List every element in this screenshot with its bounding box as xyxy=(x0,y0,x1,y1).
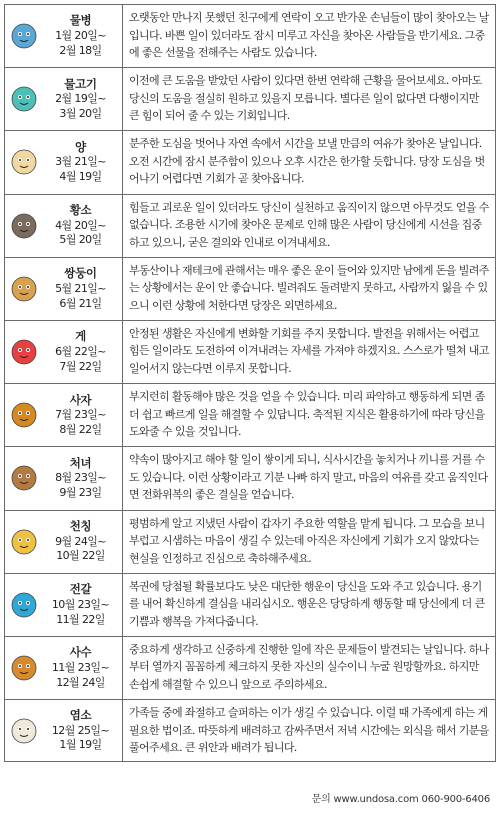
pisces-icon xyxy=(9,84,39,114)
fortune-text: 안정된 생활은 자신에게 변화할 기회를 주지 못합니다. 발전을 위해서는 어렵고 힘든 일이라도 도전하여 이겨내려는 자세를 가져야 하겠지요. 스스로가 떨쳐 내고 일어서지 않는다면 이루지 못합니다. xyxy=(129,326,489,375)
sign-info xyxy=(5,700,123,761)
date-end: 4월 19일 xyxy=(59,170,102,184)
date-end: 7월 22일 xyxy=(59,359,102,373)
sagittarius-icon xyxy=(9,653,39,683)
sign-row xyxy=(4,636,496,699)
sign-name: 천칭 xyxy=(69,518,92,533)
fortune-text: 중요하게 생각하고 신중하게 진행한 일에 작은 문제들이 발견되는 날입니다. 하나부터 열까지 꼼꼼하게 체크하지 못한 자신의 실수이니 누굴 원망할까요. 하지만 손쉽게 해결할 수 있으니 앞으로 주의하세요. xyxy=(129,642,489,691)
aries-icon xyxy=(9,147,39,177)
sign-name: 전갈 xyxy=(69,582,92,597)
date-end: 12월 24일 xyxy=(56,675,105,689)
sign-meta xyxy=(39,582,122,627)
sign-row xyxy=(4,257,496,320)
sign-info xyxy=(5,384,123,446)
sign-info xyxy=(5,574,123,636)
sign-meta xyxy=(39,203,122,248)
fortune-text: 분주한 도심을 벗어나 자연 속에서 시간을 보낼 만큼의 여유가 찾아온 날입니다. 오전 시간에 잠시 분주함이 있으나 오후 시간은 한가할 듯합니다. 당장 도심을 벗어나기 어렵다면 기회가 곧 찾아옵니다. xyxy=(129,137,485,186)
sign-info xyxy=(5,131,123,193)
fortune-text: 평범하게 알고 지냈던 사람이 갑자기 주요한 역할을 맡게 됩니다. 그 모습을 보니 부럽고 시샘하는 마음이 생길 수 있는데 아직은 자신에게 기회가 오지 않았다는 현실을 인정하고 진심으로 축하해주세요. xyxy=(129,516,485,565)
date-start: 11월 23일~ xyxy=(51,660,110,674)
sign-meta xyxy=(39,13,122,58)
date-start: 6월 22일~ xyxy=(55,344,106,358)
date-end: 9월 23일 xyxy=(59,486,102,500)
sign-name: 사수 xyxy=(69,645,92,660)
sign-info xyxy=(5,511,123,573)
fortune-text: 힘들고 괴로운 일이 있더라도 당신이 실천하고 움직이지 않으면 아무것도 얻을 수 없습니다. 조용한 시기에 찾아온 문제로 인해 많은 사람이 당신에게 시선을 집중하고 있으니, 굳은 결의와 인내로 이겨내세요. xyxy=(129,200,489,249)
sign-info xyxy=(5,5,123,67)
date-start: 7월 23일~ xyxy=(55,408,106,422)
sign-meta xyxy=(39,519,122,564)
date-start: 4월 20일~ xyxy=(55,218,106,232)
date-start: 12월 25일~ xyxy=(51,723,110,737)
sign-info xyxy=(5,68,123,130)
sign-row xyxy=(4,699,496,762)
gemini-icon xyxy=(9,274,39,304)
horoscope-table xyxy=(4,4,496,762)
sign-row xyxy=(4,446,496,509)
capricorn-icon xyxy=(9,716,39,746)
contact-footer: 문의 www.undosa.com 060-900-6406 xyxy=(311,794,490,805)
date-start: 10월 23일~ xyxy=(51,597,110,611)
date-start: 2월 19일~ xyxy=(55,92,106,106)
sign-row xyxy=(4,573,496,636)
sign-meta xyxy=(39,329,122,374)
sign-meta xyxy=(39,77,122,122)
sign-name: 처녀 xyxy=(69,455,92,470)
fortune-text: 부지런히 활동해야 많은 것을 얻을 수 있습니다. 미리 파악하고 행동하게 되면 좀 더 쉽고 빠르게 일을 해결할 수 있답니다. 축적된 지식은 활용하기에 따라 당신을 도와줄 수 있을 것입니다. xyxy=(129,390,485,439)
date-end: 1월 19일 xyxy=(59,738,102,752)
date-start: 8월 23일~ xyxy=(55,471,106,485)
sign-row xyxy=(4,320,496,383)
sign-row xyxy=(4,383,496,446)
fortune-text: 오랫동안 만나지 못했던 친구에게 연락이 오고 반가운 손님들이 많이 찾아오는 날입니다. 바쁜 일이 있더라도 잠시 미루고 자신을 찾아온 사람들을 반기세요. 그중에 좋은 선물을 전해주는 사람도 있습니다. xyxy=(129,11,489,59)
sign-meta xyxy=(39,393,122,438)
libra-icon xyxy=(9,527,39,557)
virgo-icon xyxy=(9,463,39,493)
sign-name: 황소 xyxy=(69,203,92,218)
sign-info xyxy=(5,447,123,509)
aquarius-icon xyxy=(9,21,39,51)
fortune-text: 이전에 큰 도움을 받았던 사람이 있다면 한번 연락해 근황을 물어보세요. 아마도 당신의 도움을 절실히 원하고 있을지 모릅니다. 별다른 일이 없다면 다행이지만 큰 힘이 되어 줄 수 있는 기회입니다. xyxy=(129,74,482,123)
sign-info xyxy=(5,637,123,699)
date-start: 1월 20일~ xyxy=(55,29,106,42)
sign-name: 물병 xyxy=(69,13,92,28)
scorpio-icon xyxy=(9,590,39,620)
sign-meta xyxy=(39,456,122,501)
sign-row xyxy=(4,130,496,193)
date-start: 5월 21일~ xyxy=(55,281,106,295)
sign-row xyxy=(4,4,496,67)
sign-name: 염소 xyxy=(69,708,92,723)
sign-info xyxy=(5,321,123,383)
date-end: 6월 21일 xyxy=(59,296,102,310)
date-end: 2월 18일 xyxy=(59,43,102,57)
date-end: 11월 22일 xyxy=(56,612,105,626)
sign-name: 양 xyxy=(75,139,86,154)
fortune-text: 약속이 많아지고 해야 할 일이 쌓이게 되니, 식사시간을 놓치거나 끼니를 거를 수도 있습니다. 이런 상황이라고 기분 나빠 하지 말고, 마음의 여유를 갖고 움직인다면 전화위복의 좋은 결실을 얻습니다. xyxy=(129,453,488,502)
sign-name: 게 xyxy=(75,329,86,344)
sign-info xyxy=(5,195,123,257)
date-end: 8월 22일 xyxy=(59,422,102,436)
sign-name: 쌍둥이 xyxy=(64,266,97,281)
date-end: 10월 22일 xyxy=(56,549,105,563)
sign-meta xyxy=(39,140,122,185)
fortune-text: 부동산이나 재테크에 관해서는 매우 좋은 운이 들어와 있지만 남에게 돈을 빌려주는 상황에서는 운이 안 좋습니다. 빌려줘도 돌려받지 못하고, 사람까지 잃을 수 있으니 이런 상황에 처한다면 당장은 외면하세요. xyxy=(129,263,489,312)
sign-row xyxy=(4,510,496,573)
sign-meta xyxy=(39,266,122,311)
date-start: 3월 21일~ xyxy=(55,155,106,169)
fortune-text: 가족들 중에 좌절하고 슬퍼하는 이가 생길 수 있습니다. 이럴 때 가족에게 하는 게 필요한 법이죠. 따뜻하게 배려하고 감싸주면서 저녁 시간에는 외식을 해서 기분을 풀어주세요. 큰 위안과 배려가 됩니다. xyxy=(129,706,489,755)
sign-row xyxy=(4,194,496,257)
sign-info xyxy=(5,258,123,320)
sign-meta xyxy=(39,645,122,690)
leo-icon xyxy=(9,400,39,430)
taurus-icon xyxy=(9,211,39,241)
sign-name: 사자 xyxy=(69,392,92,407)
date-start: 9월 24일~ xyxy=(55,534,106,548)
fortune-text: 복권에 당첨될 확률보다도 낮은 대단한 행운이 당신을 도와 주고 있습니다. 용기를 내어 확신하게 결심을 내리십시오. 행운은 당당하게 행동할 때 당신에게 더 큰 기쁨과 행복을 가져다줍니다. xyxy=(129,579,485,628)
date-end: 5월 20일 xyxy=(59,233,102,247)
sign-meta xyxy=(39,708,122,753)
sign-row xyxy=(4,67,496,130)
sign-name: 물고기 xyxy=(64,76,97,91)
cancer-icon xyxy=(9,337,39,367)
date-end: 3월 20일 xyxy=(59,107,102,121)
